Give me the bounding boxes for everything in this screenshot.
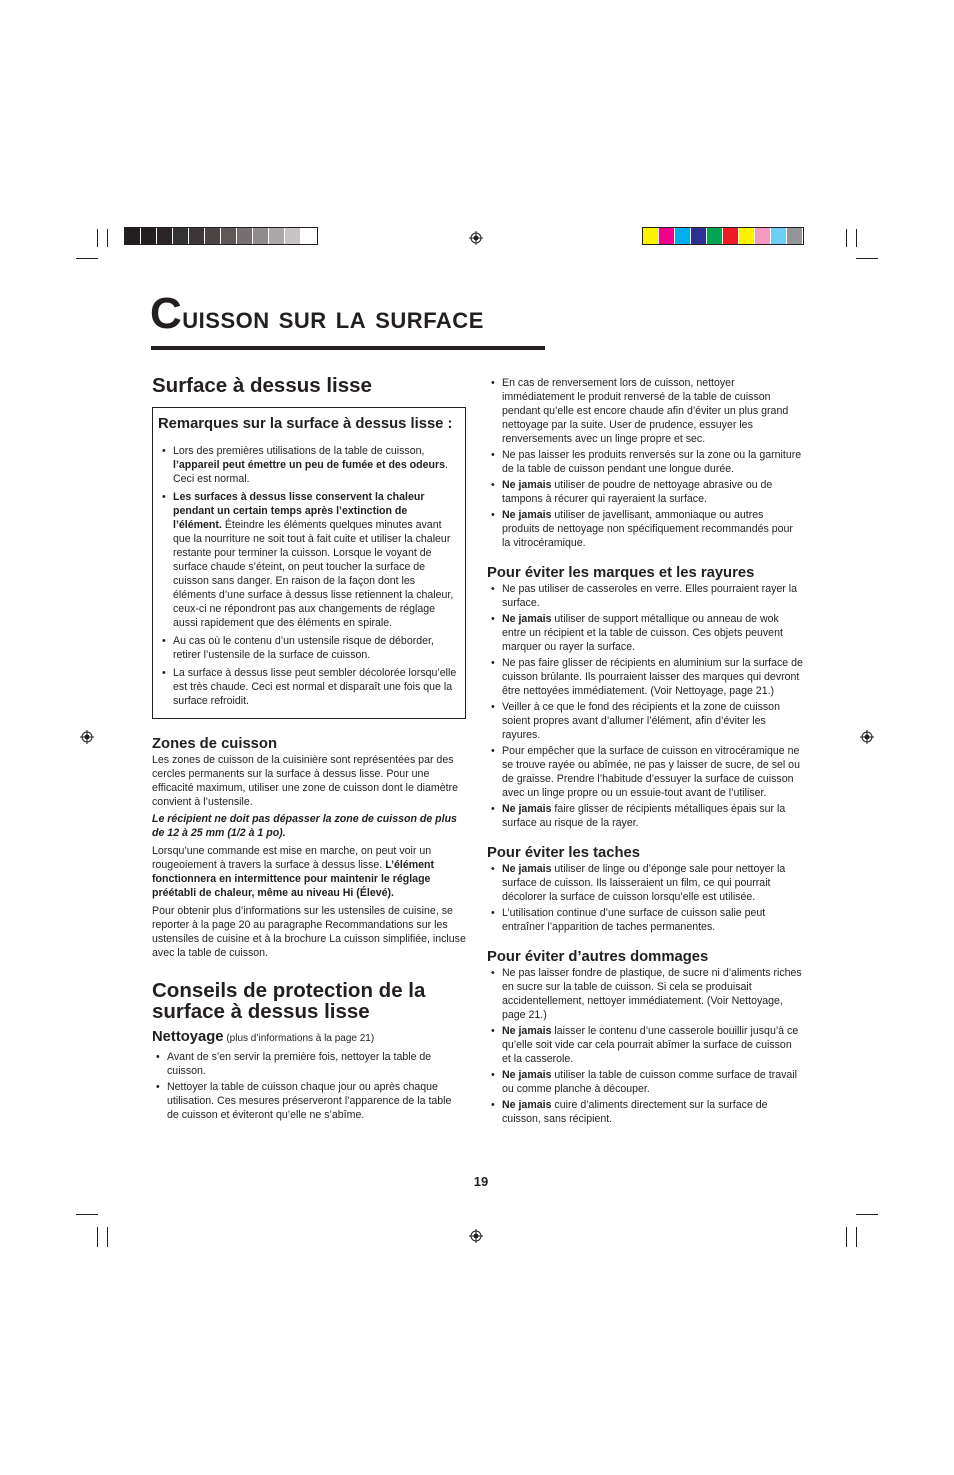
color-swatch: [675, 228, 691, 244]
bullet-icon: •: [491, 701, 495, 713]
page-number: 19: [473, 1174, 489, 1189]
list-item: • Ne jamais cuire d’aliments directement sur la surface de cuisson, sans récipient.: [491, 1099, 768, 1125]
list-item: • En cas de renversement lors de cuisson, nettoyer immédiatement le produit renversé de la table de cuisson pendant qu’elle est encore chaude afin d’éviter un plus grand nettoyage par la suite. User de prudence, essuyer les renversements avec un linge propre et sec.: [491, 377, 789, 445]
nettoyage-list: [152, 1050, 466, 1122]
color-swatch: [787, 228, 803, 244]
color-swatch: [643, 228, 659, 244]
color-swatch: [205, 228, 221, 244]
color-swatch: [691, 228, 707, 244]
bullet-icon: •: [491, 1069, 495, 1081]
list-item: • L’utilisation continue d’une surface de cuisson salie peut entraîner l’apparition de taches permanentes.: [491, 907, 766, 933]
bullet-icon: •: [162, 445, 166, 457]
color-swatch: [157, 228, 173, 244]
zones-title: Zones de cuisson: [152, 736, 277, 752]
bullet-icon: •: [491, 803, 495, 815]
bullet-icon: •: [491, 745, 495, 757]
title-underline: [151, 346, 545, 350]
renversement-list: [487, 376, 803, 550]
list-item: • Ne jamais utiliser de support métallique ou anneau de wok entre un récipient et la table de cuisson. Ces objets peuvent marquer ou rayer la surface.: [491, 613, 783, 653]
bullet-icon: •: [491, 479, 495, 491]
notes-box-title: Remarques sur la surface à dessus lisse :: [158, 416, 453, 432]
color-swatch: [285, 228, 301, 244]
bullet-icon: •: [491, 1025, 495, 1037]
bullet-icon: •: [491, 1099, 495, 1111]
color-swatch: [771, 228, 787, 244]
color-swatch: [237, 228, 253, 244]
color-swatch: [269, 228, 285, 244]
list-item: • Nettoyer la table de cuisson chaque jour ou après chaque utilisation. Ces mesures préserveront l’apparence de la table de cuisson et éviteront qu’elle ne s’abîme.: [156, 1081, 452, 1121]
color-swatch: [141, 228, 157, 244]
bullet-icon: •: [491, 613, 495, 625]
list-item: • Ne pas utiliser de casseroles en verre. Elles pourraient rayer la surface.: [491, 583, 797, 609]
right-column: [487, 376, 803, 1128]
list-item: • Ne pas laisser fondre de plastique, de sucre ni d’aliments riches en sucre sur la table de cuisson. Si cela se produisait accidentellement, nettoyer immédiatement. (Voir Nettoyage, page 21.): [491, 967, 802, 1021]
bullet-icon: •: [491, 377, 495, 389]
list-item: • Avant de s’en servir la première fois, nettoyer la table de cuisson.: [156, 1051, 432, 1077]
dommages-list: [487, 966, 803, 1126]
zones-paragraph-3: Pour obtenir plus d’informations sur les ustensiles de cuisine, se reporter à la page 20 au paragraphe Recommandations sur les ustensiles de cuisine et à la brochure La cuisson simplifiée, incluse avec la table de cuisson.: [152, 905, 466, 959]
list-item: • Ne jamais utiliser de poudre de nettoyage abrasive ou de tampons à récurer qui rayeraient la surface.: [491, 479, 773, 505]
registration-mark-icon: [860, 730, 874, 744]
list-item: • Veiller à ce que le fond des récipients et la zone de cuisson soient propres avant d’allumer l’élément, afin d’éviter les rayures.: [491, 701, 780, 741]
list-item: • Ne jamais laisser le contenu d’une casserole bouillir jusqu’à ce qu’elle soit vide car cela pourrait abîmer la surface de cuisson et la casserole.: [491, 1025, 799, 1065]
page-title: Cuisson sur la surface: [150, 289, 484, 338]
bullet-icon: •: [491, 449, 495, 461]
notes-list: [158, 444, 457, 708]
color-swatch: [301, 228, 317, 244]
taches-list: [487, 862, 803, 934]
zones-warning: Le récipient ne doit pas dépasser la zone de cuisson de plus de 12 à 25 mm (1/2 à 1 po).: [152, 813, 457, 839]
color-swatch: [659, 228, 675, 244]
list-item: • Ne jamais utiliser la table de cuisson comme surface de travail ou comme planche à découper.: [491, 1069, 798, 1095]
color-swatch: [253, 228, 269, 244]
bullet-icon: •: [156, 1081, 160, 1093]
bullet-icon: •: [491, 509, 495, 521]
registration-mark-icon: [469, 231, 483, 245]
nettoyage-heading: Nettoyage (plus d’informations à la page 21): [152, 1029, 375, 1045]
dommages-title: Pour éviter d’autres dommages: [487, 949, 709, 965]
color-swatch: [707, 228, 723, 244]
list-item: • Ne pas faire glisser de récipients en aluminium sur la surface de cuisson brûlante. Ils pourraient laisser des marques qui devront être nettoyées immédiatement. (Voir Nettoyage, page 21.): [491, 657, 803, 697]
color-swatch: [125, 228, 141, 244]
color-swatch: [173, 228, 189, 244]
notes-box: [152, 407, 466, 719]
color-swatch: [221, 228, 237, 244]
registration-mark-icon: [469, 1229, 483, 1243]
section-title-conseils: Conseils de protection de la surface à dessus lisse: [152, 979, 426, 1023]
registration-mark-icon: [80, 730, 94, 744]
color-swatch: [755, 228, 771, 244]
list-item: • Pour empêcher que la surface de cuisson en vitrocéramique ne se trouve rayée ou abîmée, ne pas y laisser de sucre, de sel ou de graisse. Prendre l’habitude d’essuyer la surface de cuisson avec un linge propre ou un essuie-tout avant de l’utiliser.: [491, 745, 800, 799]
list-item: • Lors des premières utilisations de la table de cuisson, l’appareil peut émettre un peu de fumée et des odeurs. Ceci est normal.: [162, 445, 448, 485]
bullet-icon: •: [491, 967, 495, 979]
list-item: • Ne pas laisser les produits renversés sur la zone ou la garniture de la table de cuisson pendant une longue durée.: [491, 449, 802, 475]
color-swatch: [739, 228, 755, 244]
marques-list: [487, 582, 803, 830]
bullet-icon: •: [162, 635, 166, 647]
color-swatch: [189, 228, 205, 244]
bullet-icon: •: [491, 863, 495, 875]
bullet-icon: •: [491, 583, 495, 595]
marques-title: Pour éviter les marques et les rayures: [487, 565, 755, 581]
list-item: • Les surfaces à dessus lisse conservent la chaleur pendant un certain temps après l’extinction de l’élément. Éteindre les éléments quelques minutes avant que la nourriture ne soit tout à fait cuite et utiliser la chaleur restante pour terminer la cuisson. Lorsque le voyant de surface chaude s’éteint, on peut toucher la surface de cuisson sans danger. En raison de la façon dont les éléments d’une surface à dessus lisse retiennent la chaleur, ceux-ci ne répondront pas aux changements de réglage aussi rapidement que des éléments en spirale.: [162, 491, 454, 629]
list-item: • Ne jamais faire glisser de récipients métalliques épais sur la surface au risque de la rayer.: [491, 803, 786, 829]
bullet-icon: •: [491, 907, 495, 919]
bullet-icon: •: [491, 657, 495, 669]
section-title-surface: Surface à dessus lisse: [152, 374, 372, 397]
color-calibration-bar: [642, 227, 804, 245]
list-item: • Ne jamais utiliser de linge ou d’éponge sale pour nettoyer la surface de cuisson. Ils laisseraient un film, ce qui pourrait décolorer la surface de cuisson lorsqu’elle est utilisée.: [491, 863, 786, 903]
bullet-icon: •: [162, 667, 166, 679]
left-column: [152, 374, 466, 1124]
bullet-icon: •: [156, 1051, 160, 1063]
grayscale-calibration-bar: [124, 227, 318, 245]
list-item: • La surface à dessus lisse peut sembler décolorée lorsqu’elle est très chaude. Ceci est normal et disparaît une fois que la surface refroidit.: [162, 667, 457, 707]
color-swatch: [723, 228, 739, 244]
list-item: • Au cas où le contenu d’un ustensile risque de déborder, retirer l’ustensile de la surface de cuisson.: [162, 635, 434, 661]
bullet-icon: •: [162, 491, 166, 503]
zones-paragraph-2: Lorsqu’une commande est mise en marche, on peut voir un rougeoiement à travers la surface à dessus lisse. L’élément fonctionnera en intermittence pour maintenir le réglage préétabli de chaleur, même au niveau Hi (Élevé).: [152, 845, 435, 899]
taches-title: Pour éviter les taches: [487, 845, 640, 861]
zones-paragraph: Les zones de cuisson de la cuisinière sont représentées par des cercles permanents sur la surface à dessus lisse. Pour une efficacité maximum, utiliser une zone de cuisson dont le diamètre convient à l’ustensile.: [152, 754, 458, 808]
list-item: • Ne jamais utiliser de javellisant, ammoniaque ou autres produits de nettoyage non spécifiquement recommandés pour la vitrocéramique.: [491, 509, 793, 549]
